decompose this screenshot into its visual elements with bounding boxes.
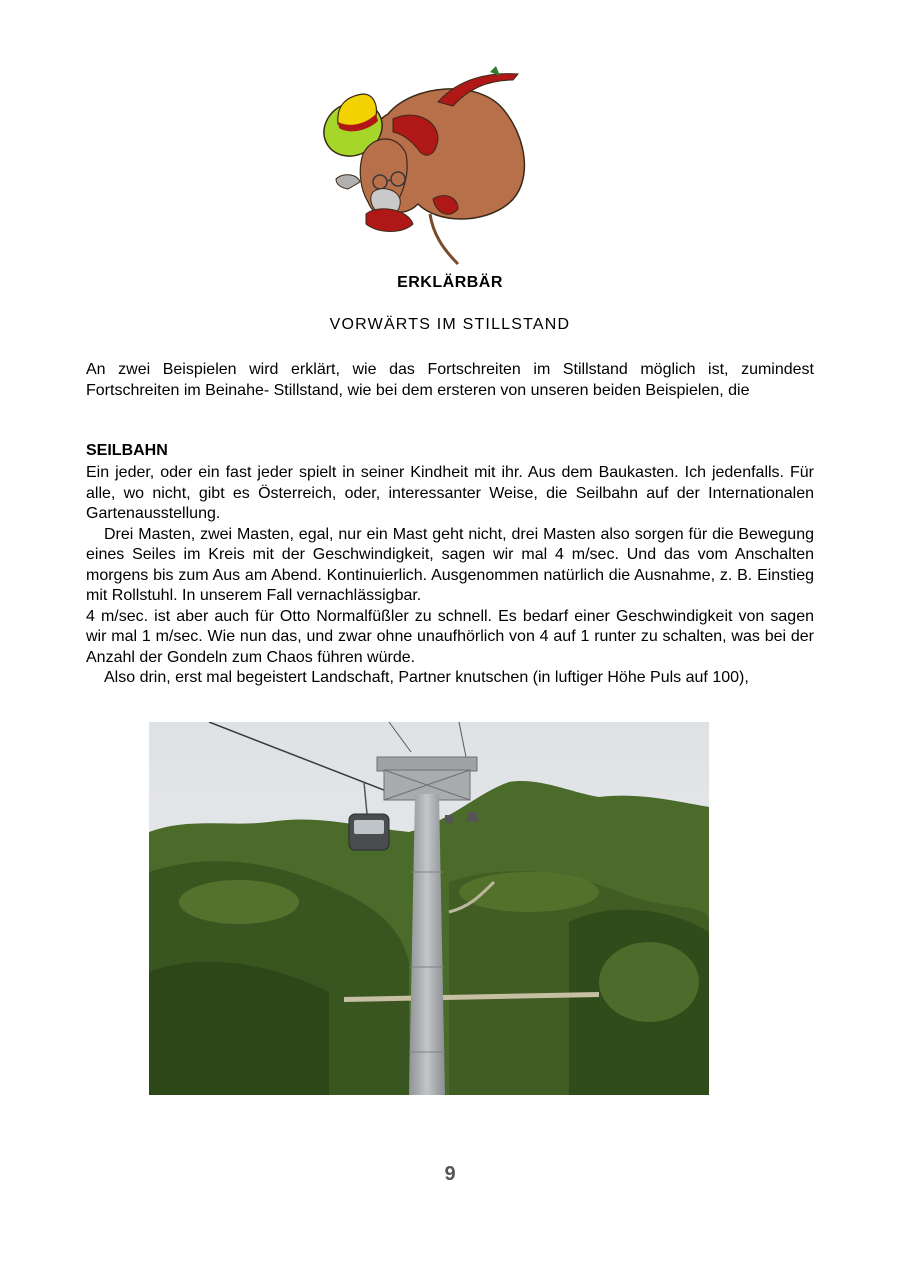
- section-body: [86, 463, 814, 689]
- bear-mascot-illustration: [318, 64, 538, 269]
- section-title: SEILBAHN: [86, 442, 168, 459]
- paragraph: Drei Masten, zwei Masten, egal, nur ein Mast geht nicht, drei Masten also sorgen für die Bewegung eines Seiles im Kreis mit der Geschwindigkeit, sagen wir mal 4 m/sec. Und das vom Anschalten morgens bis zum Aus am Abend. Kontinuierlich. Ausgenommen natürlich die Ausnahme, z. B. Einstieg mit Rollstuhl. In unserem Fall vernachlässigbar.: [86, 525, 814, 604]
- intro-paragraph: [86, 360, 814, 401]
- paragraph: 4 m/sec. ist aber auch für Otto Normalfüßler zu schnell. Es bedarf einer Geschwindigkeit von sagen wir mal 1 m/sec. Wie nun das, und zwar ohne unaufhörlich von 4 auf 1 runter zu schalten, was bei der Anzahl der Gondeln zum Chaos führen würde.: [86, 607, 814, 666]
- intro-text: An zwei Beispielen wird erklärt, wie das Fortschreiten im Stillstand möglich ist, zumindest Fortschreiten im Beinahe- Stillstand, wie bei dem ersteren von unseren beiden Beispielen, die: [86, 361, 814, 399]
- paragraph: Ein jeder, oder ein fast jeder spielt in seiner Kindheit mit ihr. Aus dem Baukasten. Ich jedenfalls. Für alle, wo nicht, gibt es Österreich, oder, interessanter Weise, die Seilbahn auf der Internationalen Gartenausstellung.: [86, 464, 814, 522]
- page-subtitle: VORWÄRTS IM STILLSTAND: [329, 316, 571, 333]
- paragraph: Also drin, erst mal begeistert Landschaft, Partner knutschen (in luftiger Höhe Puls auf 100),: [104, 669, 749, 686]
- page-title: ERKLÄRBÄR: [397, 274, 503, 291]
- page-number: 9: [444, 1163, 456, 1185]
- cable-car-photo: [149, 722, 709, 1095]
